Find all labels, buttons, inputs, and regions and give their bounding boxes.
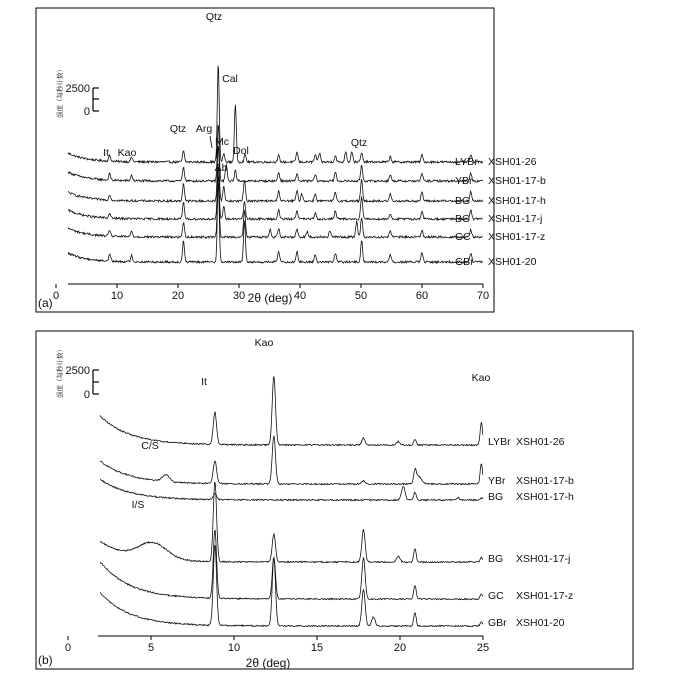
x-tick-label: 20	[393, 642, 407, 654]
series-sample-label: XSH01-26	[488, 156, 537, 168]
panel-b-scale-bottom-label: 0	[83, 389, 90, 401]
series-name-label: BG	[455, 195, 471, 207]
series-sample-label: XSH01-17-j	[488, 213, 543, 225]
panel-a-series	[65, 66, 483, 263]
series-line-gc	[68, 177, 483, 238]
series-name-label: YBr	[488, 475, 506, 487]
series-line-gc	[100, 530, 483, 599]
series-sample-label: XSH01-17-z	[516, 590, 574, 602]
x-tick-label: 70	[476, 290, 490, 302]
peak-annotation: Qtz	[205, 11, 223, 23]
peak-annotation: Dol	[233, 145, 249, 157]
panel-a-x-axis-title: 2θ (deg)	[247, 291, 293, 305]
annotation-leader	[210, 136, 212, 148]
series-sample-label: XSH01-17-h	[488, 195, 546, 207]
x-tick-label: 0	[52, 290, 60, 302]
series-name-label: BG	[488, 553, 504, 565]
panel-a-label: (a)	[38, 296, 53, 310]
panel-a-y-axis-title: 强度（每秒计数）	[57, 66, 64, 118]
series-sample-label: XSH01-17-h	[516, 491, 574, 503]
x-tick-label: 60	[415, 290, 429, 302]
series-sample-label: XSH01-26	[516, 436, 565, 448]
panel-a-scale-bottom-label: 0	[83, 106, 90, 118]
x-tick-label: 5	[147, 642, 155, 654]
series-line-bg	[100, 483, 483, 563]
panel-a-scale-top-label: 2500	[65, 83, 90, 95]
series-line-lybr	[100, 377, 483, 446]
series-sample-label: XSH01-17-z	[488, 231, 546, 243]
series-line-gbr	[100, 546, 483, 627]
series-line-bg	[100, 480, 483, 501]
series-sample-label: XSH01-17-j	[516, 553, 571, 565]
series-line-gbr	[68, 184, 483, 264]
series-name-label: GBr	[488, 617, 507, 629]
x-tick-label: 25	[476, 642, 490, 654]
peak-annotation: Qtz	[169, 123, 187, 135]
panel-a-frame	[36, 8, 494, 312]
peak-annotation: Kao	[117, 147, 137, 159]
series-name-label: BG	[488, 491, 504, 503]
peak-annotation: Ab	[214, 162, 228, 174]
peak-annotation: C/S	[141, 440, 159, 452]
panel-b-scale-bar	[55, 346, 99, 401]
panel-b	[36, 331, 633, 670]
panel-b-y-axis-title: 强度（每秒计数）	[57, 346, 64, 398]
panel-a-scale-bar	[55, 66, 99, 118]
series-sample-label: XSH01-17-b	[516, 475, 574, 487]
peak-annotation: It	[103, 147, 109, 159]
peak-annotation: Kao	[471, 372, 491, 384]
series-line-bg	[68, 167, 483, 220]
series-name-label: YBr	[455, 175, 473, 187]
x-tick-label: 50	[354, 290, 368, 302]
x-tick-label: 10	[110, 290, 124, 302]
panel-b-series	[100, 377, 483, 627]
series-sample-label: XSH01-20	[516, 617, 565, 629]
series-name-label: GC	[488, 590, 504, 602]
x-tick-label: 10	[227, 642, 241, 654]
series-name-label: LYBr	[488, 436, 511, 448]
peak-annotation: I/S	[131, 499, 145, 511]
series-name-label: LYBr	[455, 156, 478, 168]
x-tick-label: 40	[293, 290, 307, 302]
x-tick-label: 15	[310, 642, 324, 654]
panel-b-scale-top-label: 2500	[65, 365, 90, 377]
x-tick-label: 20	[171, 290, 185, 302]
series-sample-label: XSH01-17-b	[488, 175, 546, 187]
peak-annotation: Kao	[254, 337, 274, 349]
x-tick-label: 30	[232, 290, 246, 302]
panel-a	[36, 8, 546, 312]
series-name-label: GBr	[455, 256, 474, 268]
series-name-label: BG	[455, 213, 471, 225]
panel-a-annotations	[103, 11, 367, 181]
series-name-label: GC	[455, 231, 471, 243]
peak-annotation: It	[201, 376, 207, 388]
peak-annotation: Mc	[215, 136, 229, 148]
panel-b-label: (b)	[38, 653, 53, 667]
panel-b-x-axis-title: 2θ (deg)	[245, 656, 291, 670]
x-tick-label: 0	[64, 642, 72, 654]
peak-annotation: Arg	[195, 123, 213, 135]
panel-b-series-labels	[488, 436, 574, 629]
peak-annotation: Cal	[222, 73, 238, 85]
panel-b-ticks	[65, 636, 489, 654]
series-sample-label: XSH01-20	[488, 256, 537, 268]
panel-a-series-labels	[455, 156, 546, 268]
peak-annotation: Qtz	[350, 137, 368, 149]
